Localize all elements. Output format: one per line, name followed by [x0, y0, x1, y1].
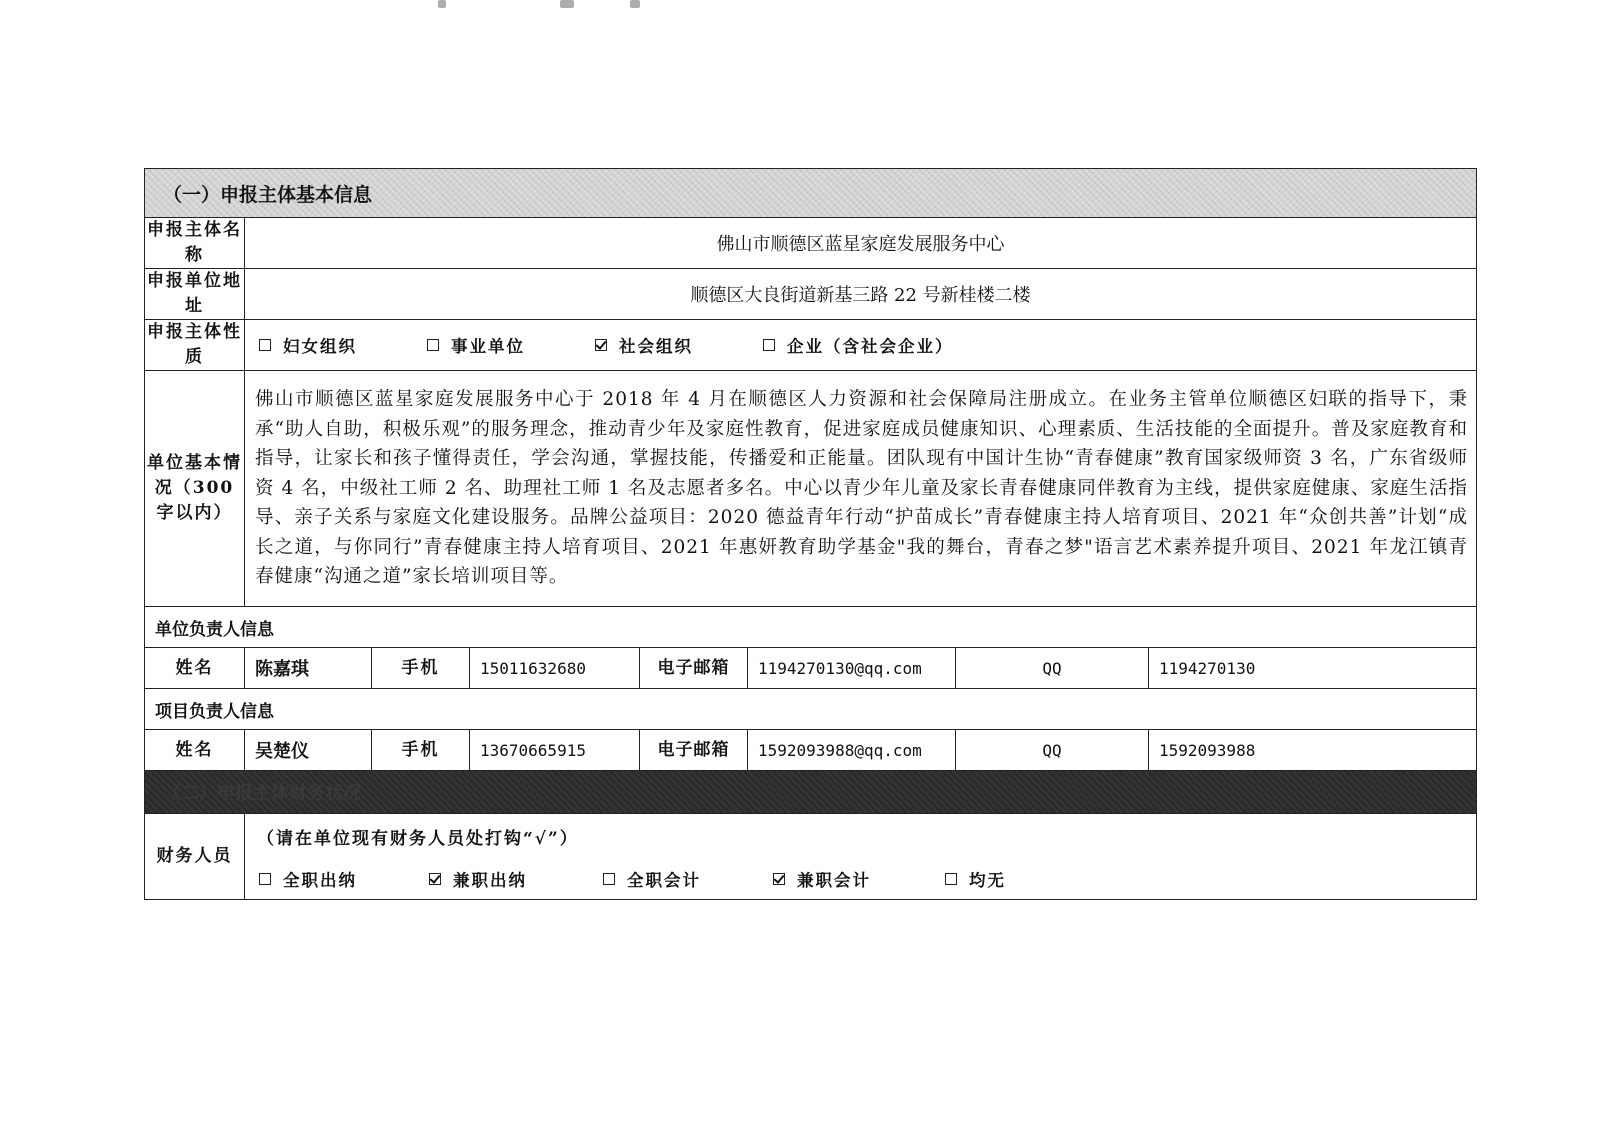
project-leader-email: 1592093988@qq.com	[748, 730, 956, 771]
project-leader-name-label: 姓名	[145, 730, 245, 771]
option-label: 妇女组织	[283, 337, 357, 356]
scan-mark	[438, 0, 446, 8]
project-leader-title: 项目负责人信息	[145, 689, 1477, 730]
unit-leader-name: 陈嘉琪	[245, 648, 372, 689]
option-label: 兼职出纳	[453, 871, 527, 890]
nature-option[interactable]	[259, 333, 427, 357]
project-leader-qq: 1592093988	[1149, 730, 1477, 771]
project-leader-email-label: 电子邮箱	[640, 730, 748, 771]
checkbox-icon[interactable]	[603, 873, 615, 885]
finance-note: （请在单位现有财务人员处打钩“√”）	[257, 829, 579, 849]
option-label: 社会组织	[619, 337, 693, 356]
checkbox-icon[interactable]	[763, 339, 775, 351]
finance-option[interactable]	[773, 867, 945, 891]
finance-option[interactable]	[603, 867, 773, 891]
scan-mark	[560, 0, 574, 8]
checkbox-icon[interactable]	[427, 339, 439, 351]
option-label: 兼职会计	[797, 871, 871, 890]
nature-option[interactable]	[427, 333, 595, 357]
project-leader-qq-label: QQ	[956, 730, 1149, 771]
checkbox-icon[interactable]	[259, 339, 271, 351]
scan-mark	[630, 0, 640, 8]
unit-leader-phone: 15011632680	[470, 648, 640, 689]
checkbox-icon[interactable]	[945, 873, 957, 885]
basic-info-label: 单位基本情况（300 字以内）	[145, 371, 245, 607]
checkbox-icon[interactable]	[259, 873, 271, 885]
finance-cell	[245, 814, 1477, 900]
unit-leader-qq: 1194270130	[1149, 648, 1477, 689]
nature-option[interactable]	[763, 333, 954, 357]
unit-leader-qq-label: QQ	[956, 648, 1149, 689]
address-label: 申报单位地址	[145, 269, 245, 320]
unit-leader-name-label: 姓名	[145, 648, 245, 689]
application-form-table	[144, 168, 1477, 900]
project-leader-phone: 13670665915	[470, 730, 640, 771]
checkbox-icon[interactable]	[595, 339, 607, 351]
unit-leader-email: 1194270130@qq.com	[748, 648, 956, 689]
finance-option[interactable]	[945, 867, 1006, 891]
org-name-value: 佛山市顺德区蓝星家庭发展服务中心	[245, 218, 1477, 269]
section1-title: （一）申报主体基本信息	[145, 169, 1477, 218]
unit-leader-email-label: 电子邮箱	[640, 648, 748, 689]
nature-label: 申报主体性质	[145, 320, 245, 371]
basic-info-text: 佛山市顺德区蓝星家庭发展服务中心于 2018 年 4 月在顺德区人力资源和社会保障局注册成立。在业务主管单位顺德区妇联的指导下，秉承“助人自助，积极乐观”的服务理念，推动青少年及家庭性教育，促进家庭成员健康知识、心理素质、生活技能的全面提升。普及家庭教育和指导，让家长和孩子懂得责任，学会沟通，掌握技能，传播爱和正能量。团队现有中国计生协“青春健康”教育国家级师资 3 名，广东省级师资 4 名，中级社工师 2 名、助理社工师 1 名及志愿者多名。中心以青少年儿童及家长青春健康同伴教育为主线，提供家庭健康、家庭生活指导、亲子关系与家庭文化建设服务。品牌公益项目：2020 德益青年行动“护苗成长”青春健康主持人培育项目、2021 年“众创共善”计划“成长之道，与你同行”青春健康主持人培育项目、2021 年惠妍教育助学基金"我的舞台，青春之梦"语言艺术素养提升项目、2021 年龙江镇青春健康“沟通之道”家长培训项目等。	[245, 371, 1477, 607]
checkbox-icon[interactable]	[429, 873, 441, 885]
finance-option[interactable]	[429, 867, 603, 891]
unit-leader-title: 单位负责人信息	[145, 607, 1477, 648]
section2-title: （二）申报主体财务状况	[145, 771, 1477, 814]
finance-option[interactable]	[259, 867, 429, 891]
option-label: 全职出纳	[283, 871, 357, 890]
nature-options	[245, 320, 1477, 371]
option-label: 企业（含社会企业）	[787, 337, 954, 356]
project-leader-phone-label: 手机	[372, 730, 470, 771]
option-label: 事业单位	[451, 337, 525, 356]
project-leader-name: 吴楚仪	[245, 730, 372, 771]
option-label: 全职会计	[627, 871, 701, 890]
nature-option[interactable]	[595, 333, 763, 357]
address-value: 顺德区大良街道新基三路 22 号新桂楼二楼	[245, 269, 1477, 320]
checkbox-icon[interactable]	[773, 873, 785, 885]
org-name-label: 申报主体名称	[145, 218, 245, 269]
finance-label: 财务人员	[145, 814, 245, 900]
option-label: 均无	[969, 871, 1006, 890]
unit-leader-phone-label: 手机	[372, 648, 470, 689]
